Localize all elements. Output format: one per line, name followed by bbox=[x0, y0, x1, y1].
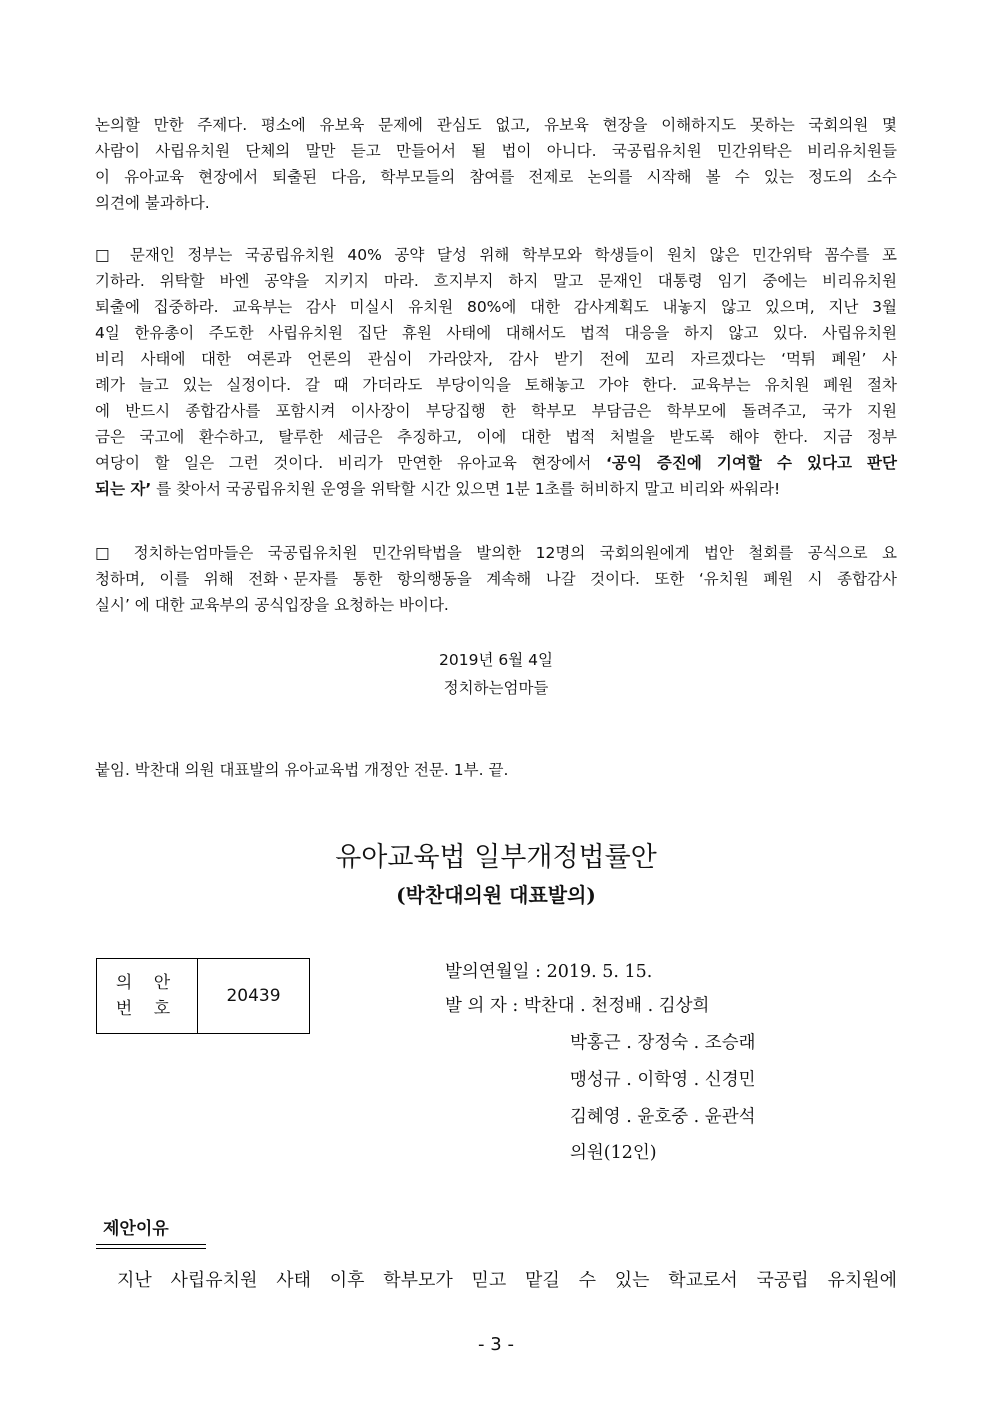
statement-organization: 정치하는엄마들 bbox=[443, 679, 549, 697]
paragraph-2 bbox=[95, 242, 897, 502]
bill-date-value: 2019. 5. 15. bbox=[546, 962, 653, 982]
bold-quote-b: 되는 자’ bbox=[95, 480, 152, 498]
bill-proposer-line: 김혜영 . 윤호중 . 윤관석 bbox=[570, 1107, 756, 1127]
page-number: - 3 - bbox=[478, 1334, 514, 1355]
bold-quote-a: ‘공익 증진에 기여할 수 있다고 판단 bbox=[605, 454, 897, 472]
section-underline bbox=[96, 1244, 206, 1245]
paragraph-line: 에 반드시 종합감사를 포함시켜 이사장이 부당집행 한 학부모 부담금은 학부모에 돌려주고, 국가 지원 bbox=[95, 402, 897, 420]
paragraph-line: 기하라. 위탁할 바엔 공약을 지키지 마라. 흐지부지 하지 말고 문재인 대통령 임기 중에는 비리유치원 bbox=[95, 272, 897, 290]
paragraph-line: 이 유아교육 현장에서 퇴출된 다음, 학부모들의 참여를 전제로 논의를 시작해 볼 수 있는 정도의 소수 bbox=[95, 168, 897, 186]
bill-number-label bbox=[97, 959, 198, 1033]
bill-subtitle: (박찬대의원 대표발의) bbox=[396, 883, 596, 907]
bill-proposer-line: 의원(12인) bbox=[570, 1143, 657, 1163]
bill-number-box bbox=[96, 958, 310, 1034]
paragraph-line: 례가 늘고 있는 실정이다. 갈 때 가더라도 부당이익을 토해놓고 가야 한다. 교육부는 유치원 폐원 절차 bbox=[95, 376, 897, 394]
paragraph-line: □ 정치하는엄마들은 국공립유치원 민간위탁법을 발의한 12명의 국회의원에게 법안 철회를 공식으로 요 bbox=[95, 544, 897, 562]
bill-proposer-line: 맹성규 . 이학영 . 신경민 bbox=[570, 1070, 756, 1090]
bill-date-label: 발의연월일 : bbox=[445, 962, 541, 982]
bill-number-value: 20439 bbox=[226, 986, 281, 1006]
paragraph-line: 4일 한유총이 주도한 사립유치원 집단 휴원 사태에 대해서도 법적 대응을 하지 않고 있다. 사립유치원 bbox=[95, 324, 897, 342]
bill-proposer-line: 박찬대 . 천정배 . 김상희 bbox=[523, 996, 710, 1016]
bill-date-row bbox=[445, 958, 652, 983]
bill-proposer-line: 박홍근 . 장정숙 . 조승래 bbox=[570, 1033, 756, 1053]
bill-title: 유아교육법 일부개정법률안 bbox=[335, 842, 657, 873]
paragraph-text: 를 찾아서 국공립유치원 운영을 위탁할 시간 있으면 1분 1초를 허비하지 말고 비리와 싸워라! bbox=[151, 480, 781, 498]
paragraph-line: 금은 국고에 환수하고, 탈루한 세금은 추징하고, 이에 대한 법적 처벌을 받도록 해야 한다. 지금 정부 bbox=[95, 428, 897, 446]
paragraph-line: 비리 사태에 대한 여론과 언론의 관심이 가라앉자, 감사 받기 전에 꼬리 자르겠다는 ‘먹튀 폐원’ 사 bbox=[95, 350, 897, 368]
paragraph-line: 의견에 불과하다. bbox=[95, 194, 210, 212]
bill-proposer-row bbox=[445, 992, 709, 1017]
paragraph-line: 실시’ 에 대한 교육부의 공식입장을 요청하는 바이다. bbox=[95, 596, 449, 614]
paragraph-line-mixed bbox=[95, 476, 897, 502]
paragraph-line: 청하며, 이를 위해 전화ㆍ문자를 통한 항의행동을 계속해 나갈 것이다. 또한 ‘유치원 폐원 시 종합감사 bbox=[95, 570, 897, 588]
paragraph-line: □ 문재인 정부는 국공립유치원 40% 공약 달성 위해 학부모와 학생들이 원치 않은 민간위탁 꼼수를 포 bbox=[95, 246, 897, 264]
paragraph-line: 사람이 사립유치원 단체의 말만 듣고 만들어서 될 법이 아니다. 국공립유치원 민간위탁은 비리유치원들 bbox=[95, 142, 897, 160]
paragraph-line: 퇴출에 집중하라. 교육부는 감사 미실시 유치원 80%에 대한 감사계획도 내놓지 않고 있으며, 지난 3월 bbox=[95, 298, 897, 316]
attachment-note bbox=[95, 757, 897, 783]
bill-number-label-line: 번 호 bbox=[115, 999, 179, 1019]
attachment-text: 붙임. 박찬대 의원 대표발의 유아교육법 개정안 전문. 1부. 끝. bbox=[95, 761, 509, 779]
statement-date: 2019년 6월 4일 bbox=[439, 651, 553, 669]
paragraph-line-mixed bbox=[95, 450, 897, 476]
bill-number-label-line: 의 안 bbox=[115, 973, 179, 993]
section-body: 지난 사립유치원 사태 이후 학부모가 믿고 맡길 수 있는 학교로서 국공립 유치원에 bbox=[117, 1270, 897, 1291]
paragraph-3 bbox=[95, 540, 897, 618]
paragraph-line: 논의할 만한 주제다. 평소에 유보육 문제에 관심도 없고, 유보육 현장을 이해하지도 못하는 국회의원 몇 bbox=[95, 116, 897, 134]
section-underline bbox=[96, 1248, 206, 1249]
paragraph-text: 여당이 할 일은 그런 것이다. 비리가 만연한 유아교육 현장에서 bbox=[95, 454, 592, 472]
section-title: 제안이유 bbox=[103, 1219, 169, 1239]
paragraph-1 bbox=[95, 112, 897, 216]
bill-proposer-label: 발 의 자 : bbox=[445, 996, 519, 1016]
